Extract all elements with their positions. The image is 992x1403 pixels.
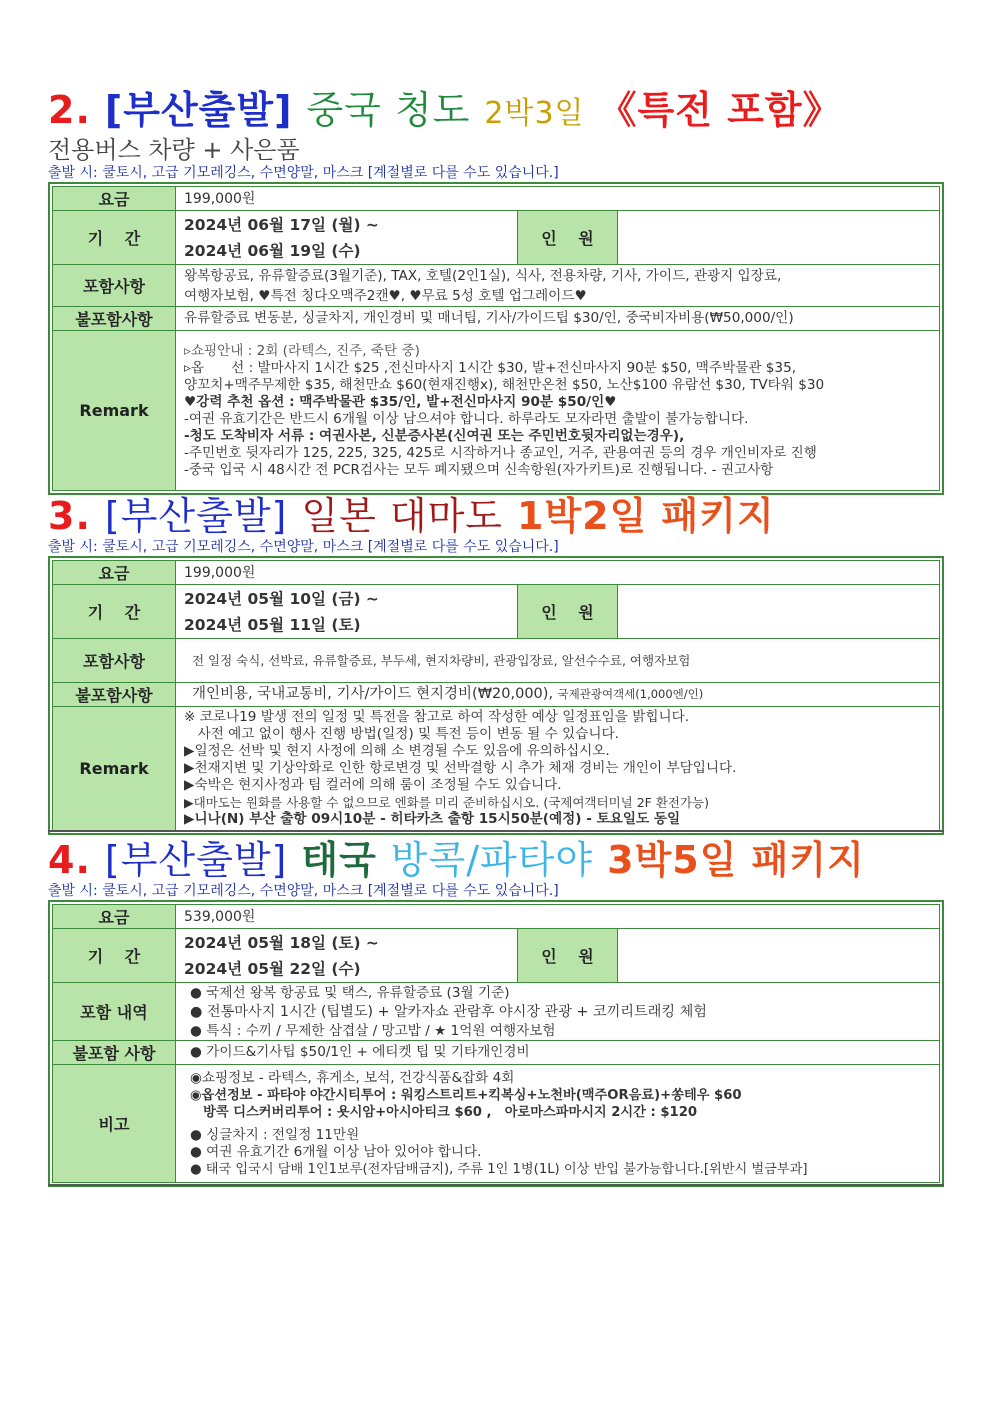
remark-line: 사전 예고 없이 행사 진행 방법(일정) 및 특전 등이 변동 될 수 있습니다. xyxy=(184,726,619,742)
departure-gifts: 출발 시: 쿨토시, 고급 기모레깅스, 수면양말, 마스크 [계절별로 다를 수도 있습니다.] xyxy=(48,883,559,899)
included-line: 왕복항공료, 유류할증료(3월기준), TAX, 호텔(2인1실), 식사, 전용차량, 기사, 가이드, 관광지 입장료, xyxy=(184,267,782,284)
included-label: 포함사항 xyxy=(53,265,176,307)
remark-line: ● 싱글차지 : 전일정 11만원 xyxy=(190,1126,360,1143)
remark-label: Remark xyxy=(53,707,176,831)
included-label: 포함사항 xyxy=(53,639,176,683)
excluded-label: 불포함 사항 xyxy=(53,1041,176,1065)
remark-line: ▹쇼핑안내 : 2회 (라텍스, 진주, 죽탄 중) xyxy=(184,342,420,359)
included-line: ● 특식 : 수끼 / 무제한 삼겹살 / 망고밥 / ★ 1억원 여행자보험 xyxy=(190,1022,556,1039)
remark-line: -주민번호 뒷자리가 125, 225, 325, 425로 시작하거나 종교인, 거주, 관용여권 등의 경우 개인비자로 진행 xyxy=(184,444,817,461)
included-label: 포함 내역 xyxy=(53,983,176,1041)
remark-line: 양꼬치+맥주무제한 $35, 해천만쇼 $60(현재진행x), 해천만온천 $50, 노산$100 유람선 $30, TV타워 $30 xyxy=(184,376,825,393)
title-departure: [부산출발] xyxy=(104,494,288,538)
section-divider xyxy=(48,830,944,832)
section-divider xyxy=(48,1184,944,1186)
title-number: 2. xyxy=(48,88,91,132)
included-value xyxy=(176,265,940,307)
remark-line: ▶천재지변 및 기상악화로 인한 항로변경 및 선박결항 시 추가 체재 경비는 개인이 부담입니다. xyxy=(184,760,737,776)
info-table xyxy=(48,182,944,495)
people-value xyxy=(618,585,940,639)
title-destination: 중국 청도 xyxy=(306,88,471,132)
excluded-value xyxy=(176,683,940,707)
remark-value xyxy=(176,331,940,491)
excluded-value: 유류할증료 변동분, 싱글차지, 개인경비 및 매너팁, 기사/가이드팁 $30/인, 중국비자비용(₩50,000/인) xyxy=(176,307,940,331)
title-duration: 3박5일 패키지 xyxy=(607,838,865,882)
remark-line: -청도 도착비자 서류 : 여권사본, 신분증사본(신여권 또는 주민번호뒷자리없는경우), xyxy=(184,427,685,444)
section-tsushima xyxy=(48,494,944,835)
section-bangkok xyxy=(48,838,944,1187)
people-label: 인 원 xyxy=(518,585,618,639)
excluded-value: ● 가이드&기사팁 $50/1인 + 에티켓 팁 및 기타개인경비 xyxy=(176,1041,940,1065)
excluded-main: 개인비용, 국내교통비, 기사/가이드 현지경비(₩20,000), xyxy=(192,686,554,702)
included-line: ● 국제선 왕복 항공료 및 택스, 유류할증료 (3월 기준) xyxy=(190,984,510,1001)
remark-line: 방콕 디스커버리투어 : 욧시암+아시아티크 $60 , 아로마스파마시지 2시간 : $120 xyxy=(190,1104,698,1120)
title-number: 3. xyxy=(48,494,91,538)
title-special: 《특전 포함》 xyxy=(598,88,842,132)
section-title xyxy=(48,838,944,882)
remark-value xyxy=(176,1065,940,1183)
period-label: 기 간 xyxy=(53,585,176,639)
remark-line: ▶일정은 선박 및 현지 사정에 의해 소 변경될 수도 있음에 유의하십시오. xyxy=(184,743,610,759)
remark-line: ▶대마도는 원화를 사용할 수 없으므로 엔화를 미리 준비하십시오. (국제여객터미널 2F 환전가능) xyxy=(184,795,709,810)
people-label: 인 원 xyxy=(518,929,618,983)
excluded-sub: 국제관광여객세(1,000엔/인) xyxy=(557,687,704,701)
period-value xyxy=(176,211,518,265)
section-qingdao xyxy=(48,88,944,495)
departure-gifts: 출발 시: 쿨토시, 고급 기모레깅스, 수면양말, 마스크 [계절별로 다를 수도 있습니다.] xyxy=(48,165,559,181)
info-table xyxy=(48,900,944,1187)
title-city: 방콕/파타야 xyxy=(390,838,594,882)
included-line: ● 전통마사지 1시간 (팁별도) + 알카자쇼 관람후 야시장 관광 + 코끼리트래킹 체험 xyxy=(190,1003,708,1020)
fee-label: 요금 xyxy=(53,561,176,585)
title-destination: 태국 xyxy=(301,838,377,882)
departure-gifts: 출발 시: 쿨토시, 고급 기모레깅스, 수면양말, 마스크 [계절별로 다를 수도 있습니다.] xyxy=(48,539,559,555)
people-value xyxy=(618,929,940,983)
title-number: 4. xyxy=(48,838,91,882)
period-end: 2024년 05월 11일 (토) xyxy=(184,615,361,634)
title-duration: 2박3일 xyxy=(484,96,585,131)
remark-line: ▹옵 선 : 발마사지 1시간 $25 ,전신마사지 1시간 $30, 발+전신마사지 90분 $50, 맥주박물관 $35, xyxy=(184,359,797,376)
included-line: 여행자보험, ♥특전 칭다오맥주2캔♥, ♥무료 5성 호텔 업그레이드♥ xyxy=(184,287,587,304)
remark-value xyxy=(176,707,940,831)
remark-label: Remark xyxy=(53,331,176,491)
section-subtitle: 전용버스 차량 + 사은품 xyxy=(48,136,300,164)
remark-label: 비고 xyxy=(53,1065,176,1183)
remark-line: ◉옵션정보 - 파타야 야간시티투어 : 워킹스트리트+킥복싱+노천바(맥주OR음료)+쏭테우 $60 xyxy=(190,1087,742,1103)
remark-line: ♥강력 추천 옵션 : 맥주박물관 $35/인, 발+전신마사지 90분 $50/인♥ xyxy=(184,393,617,410)
remark-line: ▶니나(N) 부산 출항 09시10분 - 히타카츠 출항 15시50분(예정) - 토요일도 동일 xyxy=(184,811,681,827)
period-value xyxy=(176,585,518,639)
section-title xyxy=(48,494,944,538)
period-end: 2024년 06월 19일 (수) xyxy=(184,241,361,260)
remark-line: ※ 코로나19 발생 전의 일정 및 특전을 참고로 하여 작성한 예상 일정표임을 밝힙니다. xyxy=(184,709,690,725)
title-departure: [부산출발] xyxy=(104,88,293,132)
title-destination: 일본 대마도 xyxy=(301,494,503,538)
period-start: 2024년 05월 10일 (금) ~ xyxy=(184,589,379,608)
excluded-label: 불포함사항 xyxy=(53,307,176,331)
people-label: 인 원 xyxy=(518,211,618,265)
period-value xyxy=(176,929,518,983)
remark-line: ● 태국 입국시 담배 1인1보루(전자담배금지), 주류 1인 1병(1L) 이상 반입 불가능합니다.[위반시 벌금부과] xyxy=(190,1161,808,1177)
people-value xyxy=(618,211,940,265)
remark-line: -여권 유효기간은 반드시 6개월 이상 남으셔야 합니다. 하루라도 모자라면 출발이 불가능합니다. xyxy=(184,410,749,427)
remark-line: -중국 입국 시 48시간 전 PCR검사는 모두 폐지됐으며 신속항원(자가키트)로 진행됩니다. - 권고사항 xyxy=(184,461,774,478)
fee-value: 199,000원 xyxy=(176,187,940,211)
included-value xyxy=(176,983,940,1041)
fee-label: 요금 xyxy=(53,905,176,929)
period-label: 기 간 xyxy=(53,929,176,983)
fee-value: 199,000원 xyxy=(176,561,940,585)
fee-label: 요금 xyxy=(53,187,176,211)
period-start: 2024년 06월 17일 (월) ~ xyxy=(184,215,379,234)
fee-value: 539,000원 xyxy=(176,905,940,929)
remark-line: ◉쇼핑정보 - 라텍스, 휴게소, 보석, 건강식품&잡화 4회 xyxy=(190,1069,515,1086)
info-table xyxy=(48,556,944,835)
period-label: 기 간 xyxy=(53,211,176,265)
included-value: 전 일정 숙식, 선박료, 유류할증료, 부두세, 현지차량비, 관광입장료, 알선수수료, 여행자보험 xyxy=(176,639,940,683)
section-title xyxy=(48,88,944,136)
remark-line: ▶숙박은 현지사정과 팀 컬러에 의해 룸이 조정될 수도 있습니다. xyxy=(184,777,562,793)
title-departure: [부산출발] xyxy=(104,838,288,882)
period-start: 2024년 05월 18일 (토) ~ xyxy=(184,933,379,952)
period-end: 2024년 05월 22일 (수) xyxy=(184,959,361,978)
excluded-label: 불포함사항 xyxy=(53,683,176,707)
remark-line: ● 여권 유효기간 6개월 이상 남아 있어야 합니다. xyxy=(190,1143,482,1160)
title-duration: 1박2일 패키지 xyxy=(517,494,775,538)
